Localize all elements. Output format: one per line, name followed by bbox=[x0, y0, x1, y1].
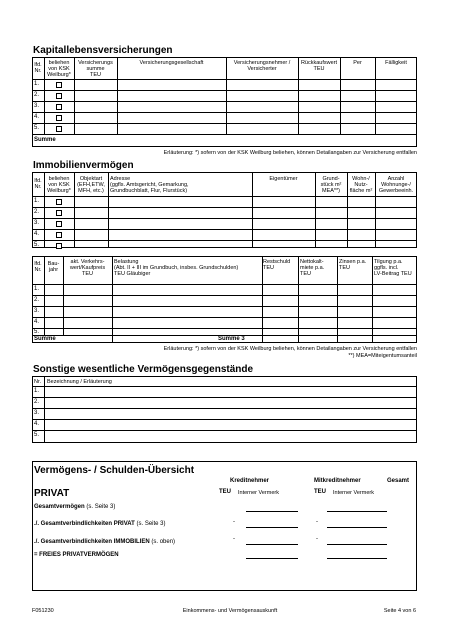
header-restschuld: Restschuld TEU bbox=[263, 259, 291, 271]
header-nr: Nr. bbox=[34, 379, 42, 385]
minus-sign: - bbox=[233, 519, 235, 525]
kreditnehmer-value-field[interactable] bbox=[246, 558, 298, 559]
beliehen-checkbox[interactable] bbox=[56, 221, 62, 227]
row-number: 3. bbox=[34, 410, 40, 416]
header-anzahl-einheiten: Anzahl Wohnunge-/ Gewerbeeinh. bbox=[378, 176, 414, 194]
beliehen-checkbox[interactable] bbox=[56, 93, 62, 99]
header-adresse: Adresse (ggfls. Amtsgericht, Gemarkung, Grundbuchblatt, Flur, Flurstück) bbox=[110, 176, 189, 194]
form-title: Einkommens- und Vermögensauskunft bbox=[182, 608, 278, 614]
row-number: 4. bbox=[34, 114, 40, 120]
verbindlichkeiten-privat-label: ./. Gesamtverbindlichkeiten PRIVAT bbox=[34, 521, 135, 527]
sum-label: Summe bbox=[34, 137, 56, 143]
verbindlichkeiten-immobilien-label: ./. Gesamtverbindlichkeiten IMMOBILIEN bbox=[34, 539, 150, 545]
gesamtvermoegen-row bbox=[34, 504, 115, 511]
row-number: 1. bbox=[34, 286, 40, 292]
kreditnehmer-value-field[interactable] bbox=[246, 511, 298, 512]
row-number: 4. bbox=[34, 421, 40, 427]
header-faelligkeit: Fälligkeit bbox=[385, 60, 407, 66]
row-number: 4. bbox=[34, 231, 40, 237]
privat-label: PRIVAT bbox=[34, 488, 70, 499]
row-number: 5. bbox=[34, 432, 40, 438]
header-belastung: Belastung (Abt. II + III im Grundbuch, insbes. Grundschulden) TEU Gläubiger bbox=[114, 259, 239, 277]
header-beliehen: beliehen von KSK Weilburg* bbox=[47, 176, 71, 194]
beliehen-checkbox[interactable] bbox=[56, 126, 62, 132]
header-tilgung: Tilgung p.a. ggfls. incl. LV-Beitrag TEU bbox=[374, 259, 412, 277]
interner-vermerk-label: Interner Vermerk bbox=[238, 490, 279, 496]
header-versicherungssumme: Versicherungs summe TEU bbox=[78, 60, 113, 78]
section-title-immobilienvermoegen: Immobilienvermögen bbox=[33, 160, 134, 171]
beliehen-checkbox[interactable] bbox=[56, 115, 62, 121]
row-number: 1. bbox=[34, 388, 40, 394]
page-number: Seite 4 von 6 bbox=[383, 608, 416, 614]
beliehen-checkbox[interactable] bbox=[56, 210, 62, 216]
row-number: 2. bbox=[34, 399, 40, 405]
mitkreditnehmer-value-field[interactable] bbox=[327, 558, 387, 559]
beliehen-checkbox[interactable] bbox=[56, 104, 62, 110]
beliehen-checkbox[interactable] bbox=[56, 243, 62, 249]
section-title-kapitallebensversicherungen: Kapitallebensversicherungen bbox=[33, 45, 173, 56]
header-lfd-nr: lfd. Nr. bbox=[34, 261, 42, 273]
beliehen-checkbox[interactable] bbox=[56, 199, 62, 205]
kreditnehmer-value-field[interactable] bbox=[246, 544, 298, 545]
mitkreditnehmer-value-field[interactable] bbox=[327, 511, 387, 512]
freies-privatvermoegen-label: = FREIES PRIVATVERMÖGEN bbox=[34, 552, 119, 558]
row-number: 2. bbox=[34, 92, 40, 98]
header-lfd-nr: lfd. Nr. bbox=[34, 62, 42, 74]
verbindlichkeiten-immobilien-reference: (s. oben) bbox=[151, 539, 176, 545]
section-title-sonstige-vermoegensgegenstaende: Sonstige wesentliche Vermögensgegenstände bbox=[33, 364, 254, 375]
header-per: Per bbox=[353, 60, 362, 66]
header-wohnflaeche: Wohn-/ Nutz- fläche m² bbox=[349, 176, 373, 194]
footnote-mea: **) MEA=Miteigentumsanteil bbox=[348, 353, 417, 359]
footnote: Erläuterung: *) sofern von der KSK Weilburg beliehen, können Detailangaben zur Versicherung entfallen bbox=[163, 346, 417, 352]
header-eigentuemer: Eigentümer bbox=[269, 176, 298, 182]
minus-sign: - bbox=[316, 536, 318, 542]
minus-sign: - bbox=[316, 519, 318, 525]
gesamtvermoegen-label: Gesamtvermögen bbox=[34, 504, 85, 510]
mitkreditnehmer-value-field[interactable] bbox=[327, 527, 387, 528]
row-number: 2. bbox=[34, 209, 40, 215]
row-number: 4. bbox=[34, 319, 40, 325]
row-number: 1. bbox=[34, 81, 40, 87]
verbindlichkeiten-privat-reference: (s. Seite 3) bbox=[136, 521, 166, 527]
header-beliehen: beliehen von KSK Weilburg* bbox=[47, 60, 71, 78]
header-rueckkaufswert: Rückkaufswert TEU bbox=[300, 60, 338, 72]
form-number: F051230 bbox=[32, 608, 54, 614]
teu-label: TEU bbox=[219, 489, 231, 495]
header-versicherungsgesellschaft: Versicherungsgesellschaft bbox=[139, 60, 204, 66]
sum-label: Summe bbox=[34, 336, 56, 342]
row-number: 3. bbox=[34, 308, 40, 314]
teu-label: TEU bbox=[314, 489, 326, 495]
header-grundstueck: Grund- stück m² MEA**) bbox=[320, 176, 342, 194]
sum3-label: Summe 3 bbox=[218, 336, 245, 342]
header-baujahr: Bau- jahr bbox=[47, 261, 60, 273]
col-mitkreditnehmer: Mitkreditnehmer bbox=[314, 478, 361, 484]
header-versicherungsnehmer: Versicherungsnehmer / Versicherter bbox=[233, 60, 291, 72]
row-number: 3. bbox=[34, 220, 40, 226]
row-number: 3. bbox=[34, 103, 40, 109]
row-number: 5. bbox=[34, 329, 40, 335]
row-number: 2. bbox=[34, 297, 40, 303]
footnote: Erläuterung: *) sofern von der KSK Weilburg beliehen, können Detailangaben zur Versicherung entfallen bbox=[163, 150, 417, 156]
kreditnehmer-value-field[interactable] bbox=[246, 527, 298, 528]
header-objektart: Objektart (EFH,ETW, MFH, etc.) bbox=[77, 176, 105, 194]
gesamtvermoegen-reference: (s. Seite 3) bbox=[86, 504, 116, 510]
row-number: 5. bbox=[34, 242, 40, 248]
beliehen-checkbox[interactable] bbox=[56, 82, 62, 88]
col-kreditnehmer: Kreditnehmer bbox=[230, 478, 270, 484]
verbindlichkeiten-immobilien-row bbox=[34, 539, 175, 546]
col-gesamt: Gesamt bbox=[387, 478, 410, 484]
beliehen-checkbox[interactable] bbox=[56, 232, 62, 238]
verbindlichkeiten-privat-row bbox=[34, 521, 166, 528]
mitkreditnehmer-value-field[interactable] bbox=[327, 544, 387, 545]
header-bezeichnung: Bezeichnung / Erläuterung bbox=[47, 379, 112, 385]
header-zinsen: Zinsen p.a. TEU bbox=[339, 259, 367, 271]
row-number: 5. bbox=[34, 125, 40, 131]
section-title-vermoegens-schulden-uebersicht: Vermögens- / Schulden-Übersicht bbox=[34, 465, 195, 476]
header-verkehrswert: akt. Verkehrs- wert/Kaufpreis TEU bbox=[69, 259, 106, 277]
interner-vermerk-label: Interner Vermerk bbox=[333, 490, 374, 496]
header-nettokaltmiete: Nettokalt- miete p.a. TEU bbox=[300, 259, 325, 277]
row-number: 1. bbox=[34, 198, 40, 204]
minus-sign: - bbox=[233, 536, 235, 542]
header-lfd-nr: lfd. Nr. bbox=[34, 178, 42, 190]
